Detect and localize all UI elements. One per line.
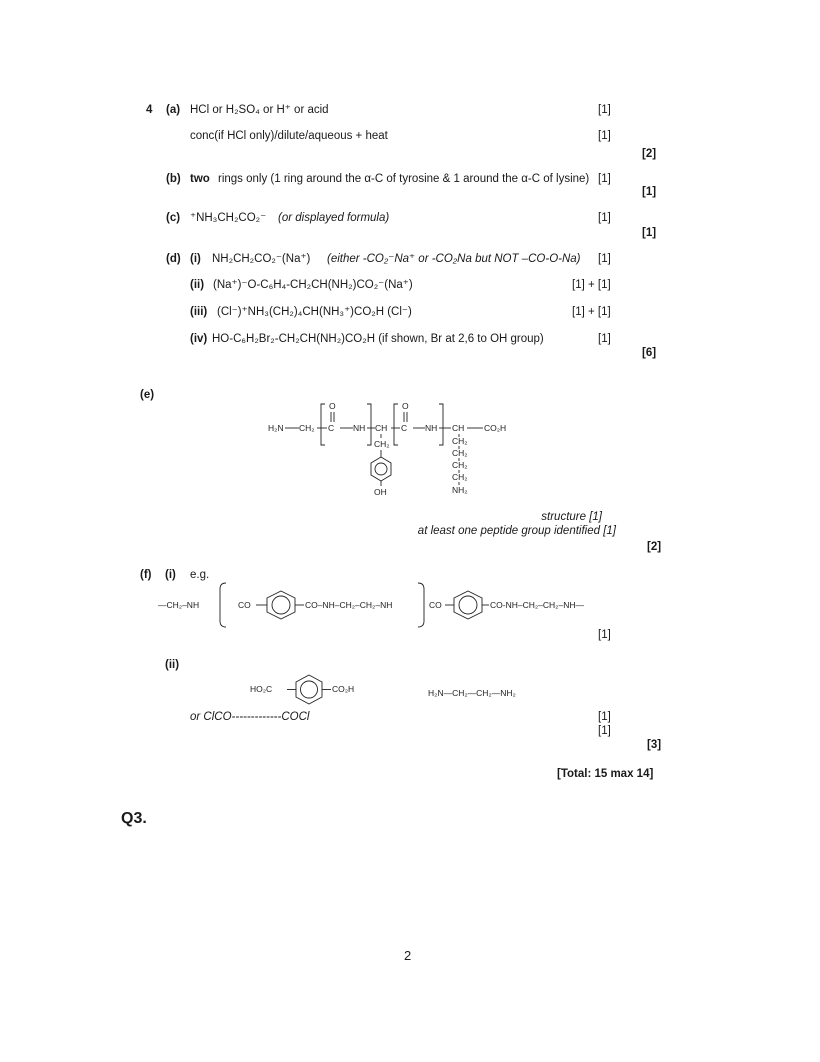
struct-nh-2: NH bbox=[425, 423, 438, 433]
part-c-total: [1] bbox=[642, 227, 657, 239]
part-a-line1: HCl or H₂SO₄ or H⁺ or acid bbox=[190, 104, 329, 116]
monomer-ho2c: HO₂C bbox=[250, 684, 273, 694]
struct-ch-1: CH bbox=[375, 423, 388, 433]
part-c-formula: ⁺NH₃CH₂CO₂⁻ bbox=[190, 212, 267, 224]
part-f-i-label: (i) bbox=[165, 569, 176, 581]
struct-ch2-b: CH₂ bbox=[374, 439, 390, 449]
part-d-i-label: (i) bbox=[190, 253, 201, 265]
part-b-bold-word: two bbox=[190, 173, 210, 185]
part-d-iii-mark: [1] + [1] bbox=[572, 306, 611, 318]
part-c-label: (c) bbox=[166, 212, 181, 224]
struct-c-1: C bbox=[328, 423, 335, 433]
part-d-iv-label: (iv) bbox=[190, 333, 208, 345]
struct-nh-1: NH bbox=[353, 423, 366, 433]
part-a-line2-mark: [1] bbox=[598, 130, 611, 142]
monomer-co2h: CO₂H bbox=[332, 684, 355, 694]
struct-ch2-c2: CH₂ bbox=[452, 448, 468, 458]
struct-ch2-c1: CH₂ bbox=[452, 436, 468, 446]
part-f-total: [3] bbox=[647, 739, 662, 751]
part-a-label: (a) bbox=[166, 104, 181, 116]
next-question-heading: Q3. bbox=[121, 810, 147, 827]
part-f-alt: or ClCO-------------COCl bbox=[190, 711, 310, 723]
struct-ch2-c4: CH₂ bbox=[452, 472, 468, 482]
part-d-ii-label: (ii) bbox=[190, 279, 205, 291]
struct-ch-2: CH bbox=[452, 423, 465, 433]
question-number: 4 bbox=[146, 104, 153, 116]
monomers-structure bbox=[245, 670, 565, 710]
part-e-mark2: at least one peptide group identified [1] bbox=[417, 525, 616, 537]
part-a-line1-mark: [1] bbox=[598, 104, 611, 116]
polyamide-repeat-unit bbox=[150, 580, 640, 630]
part-b-text: rings only (1 ring around the α-C of tyrosine & 1 around the α-C of lysine) bbox=[218, 173, 590, 185]
part-c-note: (or displayed formula) bbox=[278, 212, 390, 224]
part-f-ii-label: (ii) bbox=[165, 659, 180, 671]
polymer-p1: —CH₂–NH bbox=[158, 600, 200, 610]
part-d-total: [6] bbox=[642, 347, 657, 359]
part-d-i-text: NH₂CH₂CO₂⁻(Na⁺) bbox=[212, 253, 311, 265]
struct-co2h: CO₂H bbox=[484, 423, 507, 433]
part-b-mark: [1] bbox=[598, 173, 611, 185]
part-d-iv-mark: [1] bbox=[598, 333, 611, 345]
part-b-label: (b) bbox=[166, 173, 181, 185]
part-d-i-mark: [1] bbox=[598, 253, 611, 265]
part-b-total: [1] bbox=[642, 186, 657, 198]
part-e-label: (e) bbox=[140, 389, 155, 401]
polymer-co-2: CO bbox=[429, 600, 442, 610]
part-c-mark: [1] bbox=[598, 212, 611, 224]
grand-total: [Total: 15 max 14] bbox=[557, 768, 654, 780]
struct-ch2-a: CH₂ bbox=[299, 423, 315, 433]
part-a-line2: conc(if HCl only)/dilute/aqueous + heat bbox=[190, 130, 388, 142]
part-f-ii-mark1: [1] bbox=[598, 711, 611, 723]
part-e-total: [2] bbox=[647, 541, 662, 553]
part-d-iii-text: (Cl⁻)⁺NH₃(CH₂)₄CH(NH₃⁺)CO₂H (Cl⁻) bbox=[217, 306, 412, 318]
part-f-ii-mark2: [1] bbox=[598, 725, 611, 737]
part-f-i-mark: [1] bbox=[598, 629, 611, 641]
part-a-total: [2] bbox=[642, 148, 657, 160]
struct-o-1: O bbox=[329, 401, 336, 411]
struct-nh2: NH₂ bbox=[452, 485, 468, 495]
polymer-co-1: CO bbox=[238, 600, 251, 610]
part-f-eg: e.g. bbox=[190, 569, 210, 581]
polymer-p3: CO-NH–CH₂–CH₂–NH— bbox=[490, 600, 584, 610]
struct-oh: OH bbox=[374, 487, 387, 497]
dipeptide-structure bbox=[255, 395, 535, 515]
part-f-label: (f) bbox=[140, 569, 152, 581]
part-d-i-note: (either -CO₂⁻Na⁺ or -CO₂Na but NOT –CO-O-Na) bbox=[327, 253, 581, 265]
part-d-iii-label: (iii) bbox=[190, 306, 208, 318]
part-e-mark1: structure [1] bbox=[541, 511, 602, 523]
polymer-p2: CO–NH–CH₂–CH₂–NH bbox=[305, 600, 393, 610]
page-number: 2 bbox=[404, 948, 412, 963]
part-d-iv-text: HO-C₆H₂Br₂-CH₂CH(NH₂)CO₂H (if shown, Br at 2,6 to OH group) bbox=[212, 333, 544, 345]
struct-h2n: H₂N bbox=[268, 423, 284, 433]
struct-o-2: O bbox=[402, 401, 409, 411]
part-d-label: (d) bbox=[166, 253, 181, 265]
part-d-ii-text: (Na⁺)⁻O-C₆H₄-CH₂CH(NH₂)CO₂⁻(Na⁺) bbox=[213, 279, 413, 291]
struct-c-2: C bbox=[401, 423, 408, 433]
struct-ch2-c3: CH₂ bbox=[452, 460, 468, 470]
part-d-ii-mark: [1] + [1] bbox=[572, 279, 611, 291]
monomer-diamine: H₂N—CH₂—CH₂—NH₂ bbox=[428, 688, 516, 698]
